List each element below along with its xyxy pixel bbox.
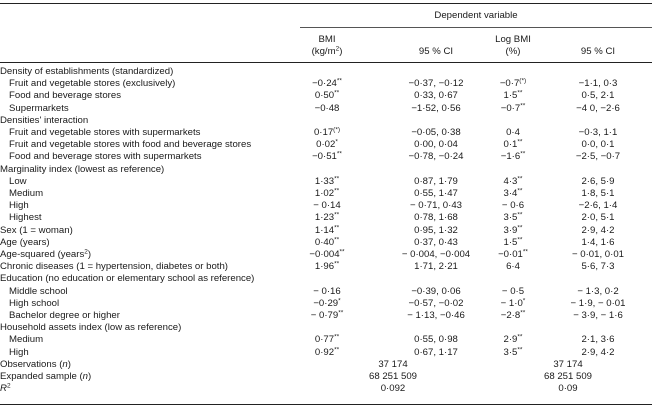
log-bmi-value: 1·5**	[503, 89, 523, 101]
footer-label: Observations (n)	[0, 359, 71, 370]
log-bmi-ci: 2·9, 4·2	[581, 225, 615, 236]
footer-label: $R^2$	[0, 382, 11, 394]
log-bmi-ci: 2·6, 5·9	[581, 176, 615, 187]
log-bmi-value: −0·7(*)	[499, 77, 527, 89]
row-sublabel: High	[9, 347, 29, 358]
bmi-value: 0·02*	[316, 138, 338, 150]
log-bmi-ci: 0·5, 2·1	[581, 90, 615, 101]
bmi-header-line1: BMI	[318, 34, 336, 45]
log-bmi-ci: −4 0, −2·6	[576, 103, 620, 114]
bmi-ci: − 0·004, −0·004	[401, 249, 471, 260]
log-bmi-value: −2·8**	[500, 309, 526, 321]
row-sublabel: Food and beverage stores with supermarkets	[9, 151, 202, 162]
log-bmi-ci: − 0·01, 0·01	[571, 249, 624, 260]
row-sublabel: High	[9, 200, 29, 211]
bmi-ci: − 1·13, −0·46	[407, 310, 465, 321]
bmi-value: −0·24**	[312, 77, 342, 89]
bmi-ci: −1·52, 0·56	[411, 103, 461, 114]
log-bmi-ci: 1·4, 1·6	[581, 237, 615, 248]
row-label: Marginality index (lowest as reference)	[0, 164, 165, 175]
log-bmi-ci: − 1·3, 0·2	[577, 286, 619, 297]
log-bmi-ci: 1·8, 5·1	[581, 188, 615, 199]
log-bmi-ci: 2·1, 3·6	[581, 334, 615, 345]
bmi-ci: −0·39, 0·06	[411, 286, 461, 297]
log-bmi-ci: 2·0, 5·1	[581, 212, 615, 223]
row-label: Household assets index (low as reference)	[0, 322, 182, 333]
bmi-ci: −0·78, −0·24	[408, 151, 464, 162]
footer-log-bmi-value: 0·09	[558, 383, 578, 394]
bmi-value: − 0·14	[313, 200, 341, 211]
bmi-value: 0·17(*)	[313, 126, 341, 138]
row-label: Sex (1 = woman)	[0, 225, 73, 236]
bmi-value: −0·48	[314, 103, 340, 114]
row-sublabel: High school	[9, 298, 60, 309]
row-sublabel: Fruit and vegetable stores (exclusively)	[9, 78, 176, 89]
bmi-value: 0·50**	[314, 89, 340, 101]
bmi-value: 0·40**	[314, 236, 340, 248]
row-sublabel: Low	[9, 176, 27, 187]
bmi-ci: 0·55, 0·98	[414, 334, 458, 345]
bmi-ci: 0·37, 0·43	[414, 237, 458, 248]
top-rule	[0, 3, 652, 4]
log-bmi-value: 3·9**	[503, 224, 523, 236]
bmi-ci: 0·95, 1·32	[414, 225, 458, 236]
header-rule	[0, 62, 652, 63]
log-bmi-value: 0·4	[506, 127, 520, 138]
row-sublabel: Highest	[9, 212, 42, 223]
bmi-value: − 0·16	[313, 286, 341, 297]
bmi-value: 1·23**	[314, 211, 340, 223]
log-bmi-value: 3·5**	[503, 211, 523, 223]
footer-log-bmi-value: 37 174	[553, 359, 583, 370]
row-label: Age (years)	[0, 237, 50, 248]
footer-log-bmi-value: 68 251 509	[543, 371, 592, 382]
bmi-value: −0·004**	[309, 248, 345, 260]
bmi-ci: −0·57, −0·02	[408, 298, 464, 309]
dependent-variable-header: Dependent variable	[434, 10, 518, 21]
log-bmi-ci: −2·5, −0·7	[575, 151, 621, 162]
log-bmi-header-line2: (%)	[505, 46, 521, 57]
bmi-value: 1·96**	[314, 260, 340, 272]
bmi-ci: −0·37, −0·12	[408, 78, 464, 89]
log-bmi-value: − 1·0*	[500, 297, 526, 309]
log-bmi-value: − 0·6	[501, 200, 525, 211]
log-bmi-ci: 0·0, 0·1	[581, 139, 615, 150]
row-sublabel: Medium	[9, 188, 44, 199]
bmi-value: −0·29*	[313, 297, 341, 309]
log-bmi-ci: 5·6, 7·3	[581, 261, 615, 272]
bmi-value: 0·92**	[314, 346, 340, 358]
log-bmi-ci: −1·1, 0·3	[578, 78, 618, 89]
row-label: Densities' interaction	[0, 115, 89, 126]
row-label: Density of establishments (standardized)	[0, 66, 174, 77]
row-sublabel: Supermarkets	[9, 103, 69, 114]
row-sublabel: Fruit and vegetable stores with food and beverage stores	[9, 139, 252, 150]
log-bmi-value: 3·4**	[503, 187, 523, 199]
row-sublabel: Fruit and vegetable stores with supermarkets	[9, 127, 201, 138]
footer-bmi-value: 37 174	[378, 359, 408, 370]
bmi-ci: 1·71, 2·21	[414, 261, 458, 272]
log-bmi-value: 6·4	[506, 261, 520, 272]
row-sublabel: Food and beverage stores	[9, 90, 122, 101]
row-label: Age-squared (years$^2$)	[0, 248, 92, 260]
bmi-value: − 0·79**	[310, 309, 344, 321]
bmi-ci: −0·05, 0·38	[411, 127, 461, 138]
bmi-ci: 0·87, 1·79	[414, 176, 458, 187]
log-bmi-ci: − 1·9, − 0·01	[570, 298, 626, 309]
log-bmi-value: 4·3**	[503, 175, 523, 187]
log-bmi-value: −0·01**	[498, 248, 528, 260]
log-bmi-header-line1: Log BMI	[495, 34, 531, 45]
log-bmi-value: 2·9**	[503, 333, 523, 345]
ci-header-bmi: 95 % CI	[418, 46, 454, 57]
footer-label: Expanded sample (n)	[0, 371, 92, 382]
log-bmi-value: 3·5**	[503, 346, 523, 358]
log-bmi-value: − 0·5	[501, 286, 525, 297]
log-bmi-ci: −2·6, 1·4	[578, 200, 618, 211]
bmi-ci: 0·00, 0·04	[414, 139, 458, 150]
bmi-ci: − 0·71, 0·43	[409, 200, 462, 211]
log-bmi-value: −0·7**	[500, 102, 526, 114]
bmi-value: 0·77**	[314, 333, 340, 345]
ci-header-log-bmi: 95 % CI	[580, 46, 616, 57]
bmi-ci: 0·78, 1·68	[414, 212, 458, 223]
log-bmi-value: 1·5**	[503, 236, 523, 248]
log-bmi-ci: −0·3, 1·1	[578, 127, 618, 138]
log-bmi-ci: 2·9, 4·2	[581, 347, 615, 358]
log-bmi-value: −1·6**	[500, 150, 526, 162]
row-label: Chronic diseases (1 = hypertension, diabetes or both)	[0, 261, 228, 272]
bmi-value: 1·02**	[314, 187, 340, 199]
log-bmi-value: 0·1**	[503, 138, 523, 150]
row-sublabel: Bachelor degree or higher	[9, 310, 120, 321]
footer-bmi-value: 0·092	[380, 383, 406, 394]
bottom-rule	[0, 404, 652, 405]
dependent-variable-underline	[300, 27, 652, 28]
bmi-ci: 0·33, 0·67	[414, 90, 458, 101]
bmi-ci: 0·67, 1·17	[414, 347, 458, 358]
bmi-value: 1·14**	[314, 224, 340, 236]
log-bmi-ci: − 3·9, − 1·6	[573, 310, 623, 321]
bmi-value: −0·51**	[312, 150, 342, 162]
footer-bmi-value: 68 251 509	[368, 371, 417, 382]
row-label: Education (no education or elementary school as reference)	[0, 273, 255, 284]
row-sublabel: Medium	[9, 334, 44, 345]
row-sublabel: Middle school	[9, 286, 68, 297]
bmi-header-line2: $(kg/m^2)$	[311, 45, 343, 57]
bmi-ci: 0·55, 1·47	[414, 188, 458, 199]
bmi-value: 1·33**	[314, 175, 340, 187]
